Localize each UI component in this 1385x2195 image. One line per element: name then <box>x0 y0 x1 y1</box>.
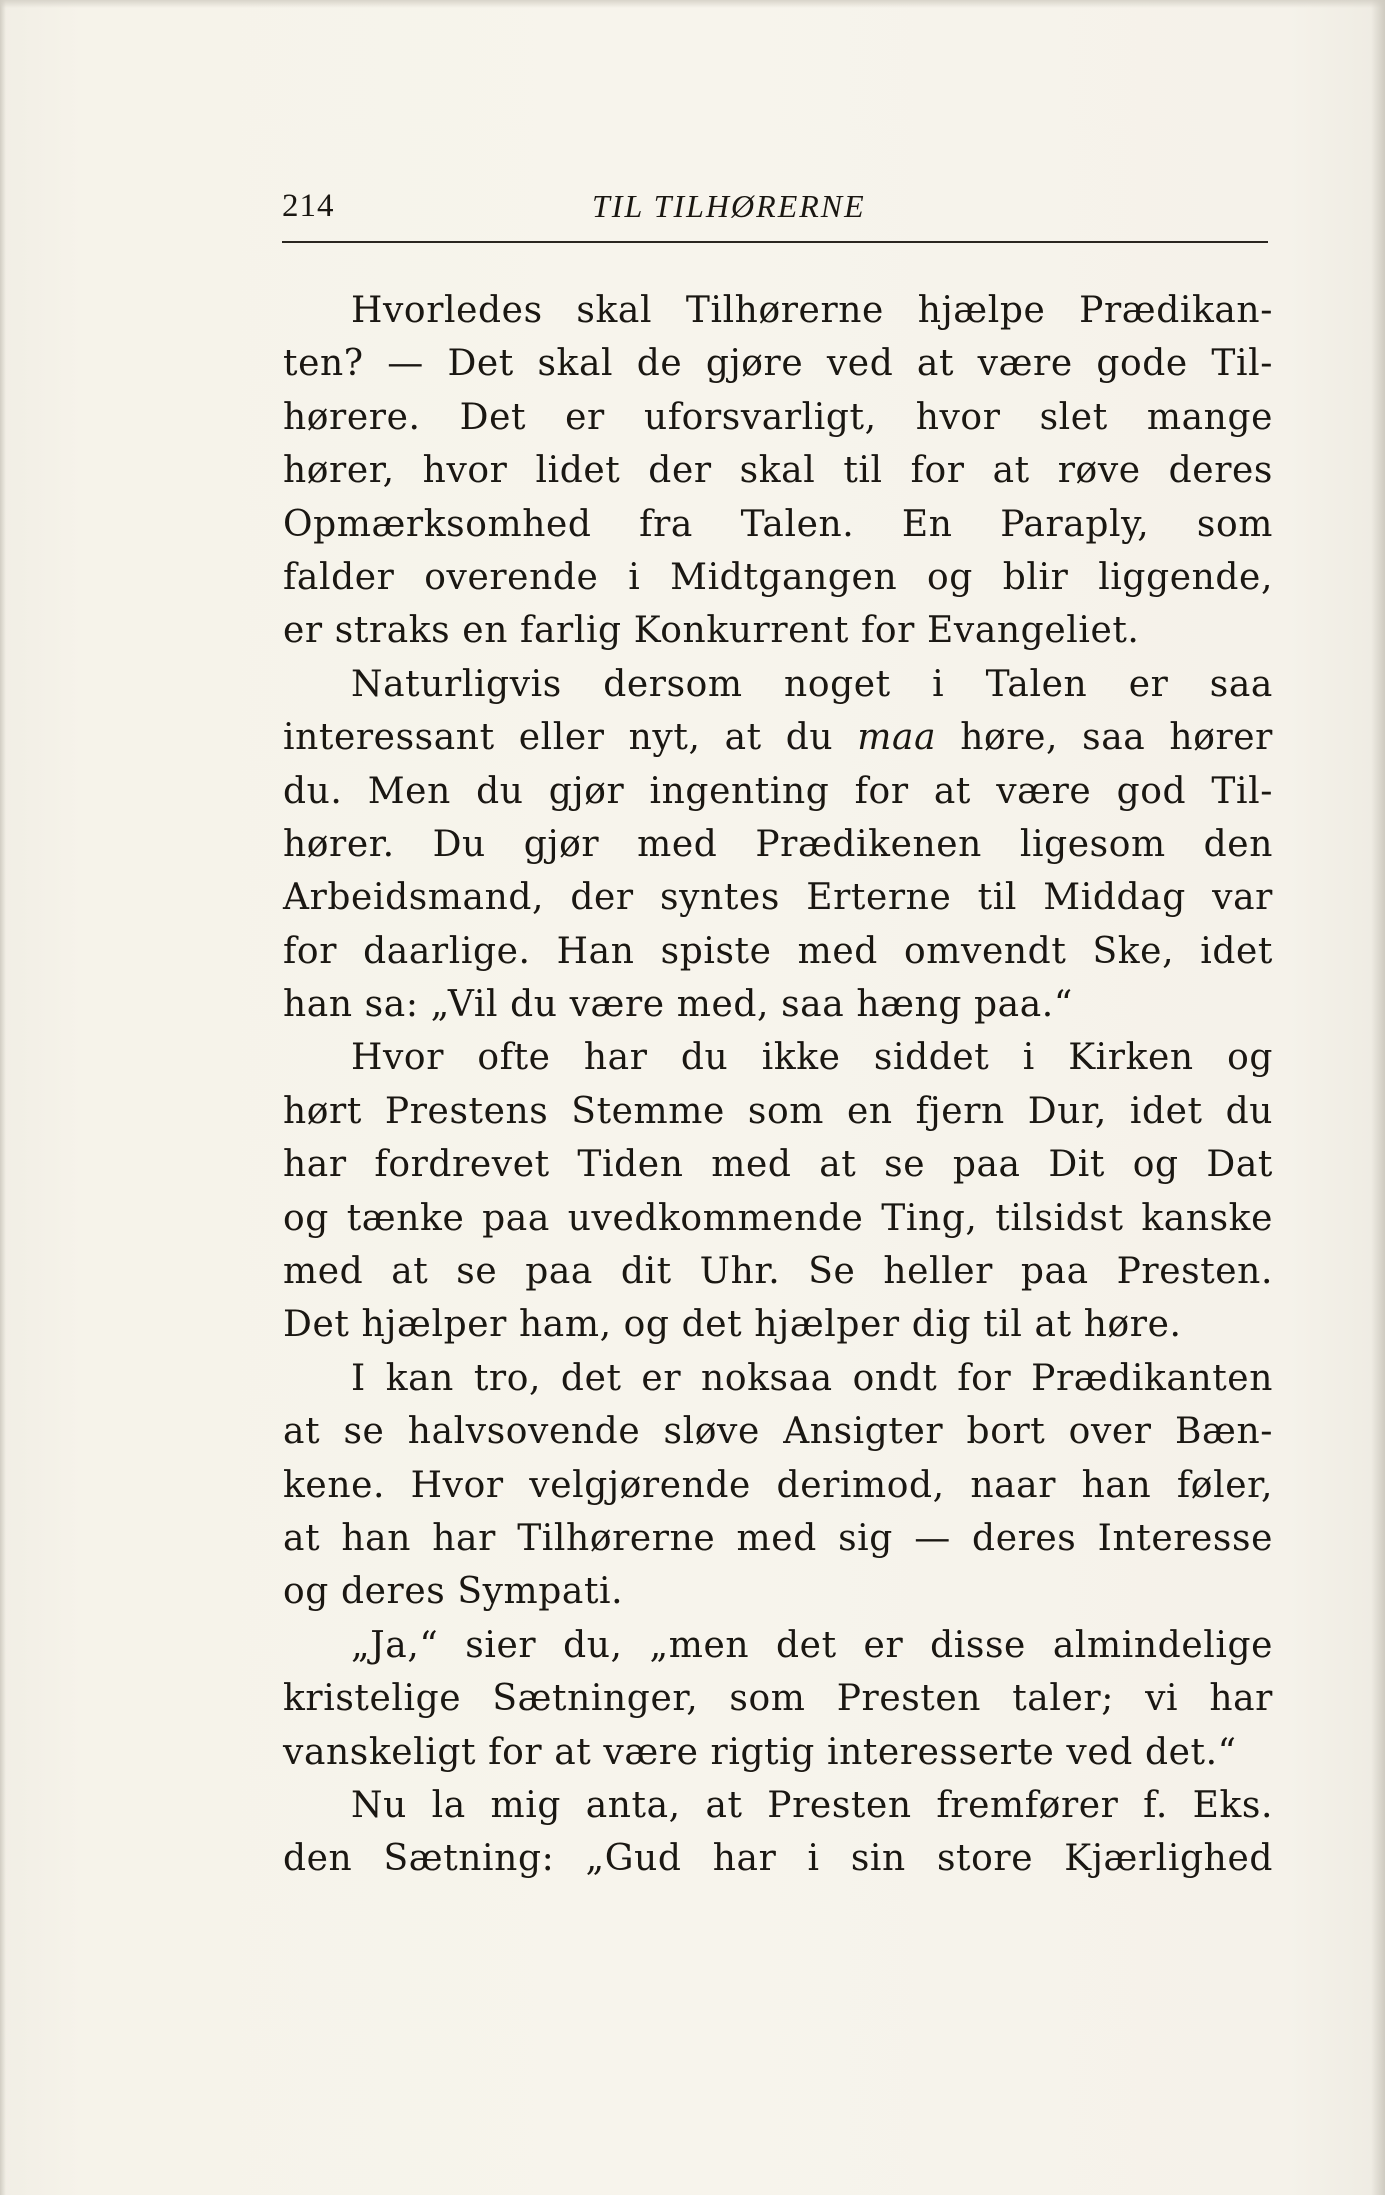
text-line: og tænke paa uvedkommende Ting, tilsidst kanske <box>283 1197 1273 1239</box>
text-line: hørere. Det er uforsvarligt, hvor slet mange <box>283 396 1273 438</box>
page-number: 214 <box>282 188 335 224</box>
text-line: Opmærksomhed fra Talen. En Paraply, som <box>283 503 1273 545</box>
page-top-edge <box>0 0 1385 8</box>
text-line: at han har Tilhørerne med sig — deres Interesse <box>283 1517 1273 1559</box>
text-fragment: høre, saa hører <box>936 717 1273 759</box>
running-head <box>282 188 1272 238</box>
emphasis-word: maa <box>857 717 937 759</box>
text-line: den Sætning: „Gud har i sin store Kjærlighed <box>283 1838 1273 1880</box>
text-line: kene. Hvor velgjørende derimod, naar han føler, <box>283 1464 1273 1506</box>
text-line: med at se paa dit Uhr. Se heller paa Presten. <box>283 1251 1273 1293</box>
text-line: har fordrevet Tiden med at se paa Dit og Dat <box>283 1144 1273 1186</box>
text-line: „Ja,“ sier du, „men det er disse almindelige <box>351 1624 1273 1666</box>
page-left-edge <box>0 0 6 2195</box>
text-line: hørt Prestens Stemme som en fjern Dur, idet du <box>283 1090 1273 1132</box>
header-rule <box>282 241 1268 243</box>
text-line: for daarlige. Han spiste med omvendt Ske, idet <box>283 930 1273 972</box>
text-line: han sa: „Vil du være med, saa hæng paa.“ <box>283 984 1073 1026</box>
text-line: at se halvsovende sløve Ansigter bort over Bæn- <box>283 1411 1273 1453</box>
text-line: vanskeligt for at være rigtig interesserte ved det.“ <box>283 1731 1237 1773</box>
page-right-edge <box>1371 0 1385 2195</box>
text-line: Nu la mig anta, at Presten fremfører f. Eks. <box>351 1784 1273 1826</box>
text-line: hører. Du gjør med Prædikenen ligesom den <box>283 823 1273 865</box>
text-line: ten? — Det skal de gjøre ved at være gode Til- <box>283 343 1273 385</box>
text-line: hører, hvor lidet der skal til for at røve deres <box>283 450 1273 492</box>
text-fragment: interessant eller nyt, at du <box>283 717 858 759</box>
text-line: og deres Sympati. <box>283 1571 624 1613</box>
body-text <box>283 284 1273 1886</box>
text-line: Hvorledes skal Tilhørerne hjælpe Prædikan- <box>351 290 1273 331</box>
text-line: er straks en farlig Konkurrent for Evangeliet. <box>283 610 1140 652</box>
text-line-with-emphasis <box>283 711 1273 764</box>
text-line: Det hjælper ham, og det hjælper dig til at høre. <box>283 1304 1182 1346</box>
text-line: I kan tro, det er noksaa ondt for Prædikanten <box>351 1357 1273 1399</box>
text-line: Hvor ofte har du ikke siddet i Kirken og <box>351 1037 1273 1079</box>
text-line: falder overende i Midtgangen og blir liggende, <box>283 556 1273 598</box>
text-line: Naturligvis dersom noget i Talen er saa <box>351 663 1273 705</box>
running-title: TIL TILHØRERNE <box>592 188 866 224</box>
text-line: Arbeidsmand, der syntes Erterne til Middag var <box>283 877 1273 919</box>
text-line: kristelige Sætninger, som Presten taler; vi har <box>283 1678 1273 1720</box>
text-line: du. Men du gjør ingenting for at være god Til- <box>283 770 1273 812</box>
